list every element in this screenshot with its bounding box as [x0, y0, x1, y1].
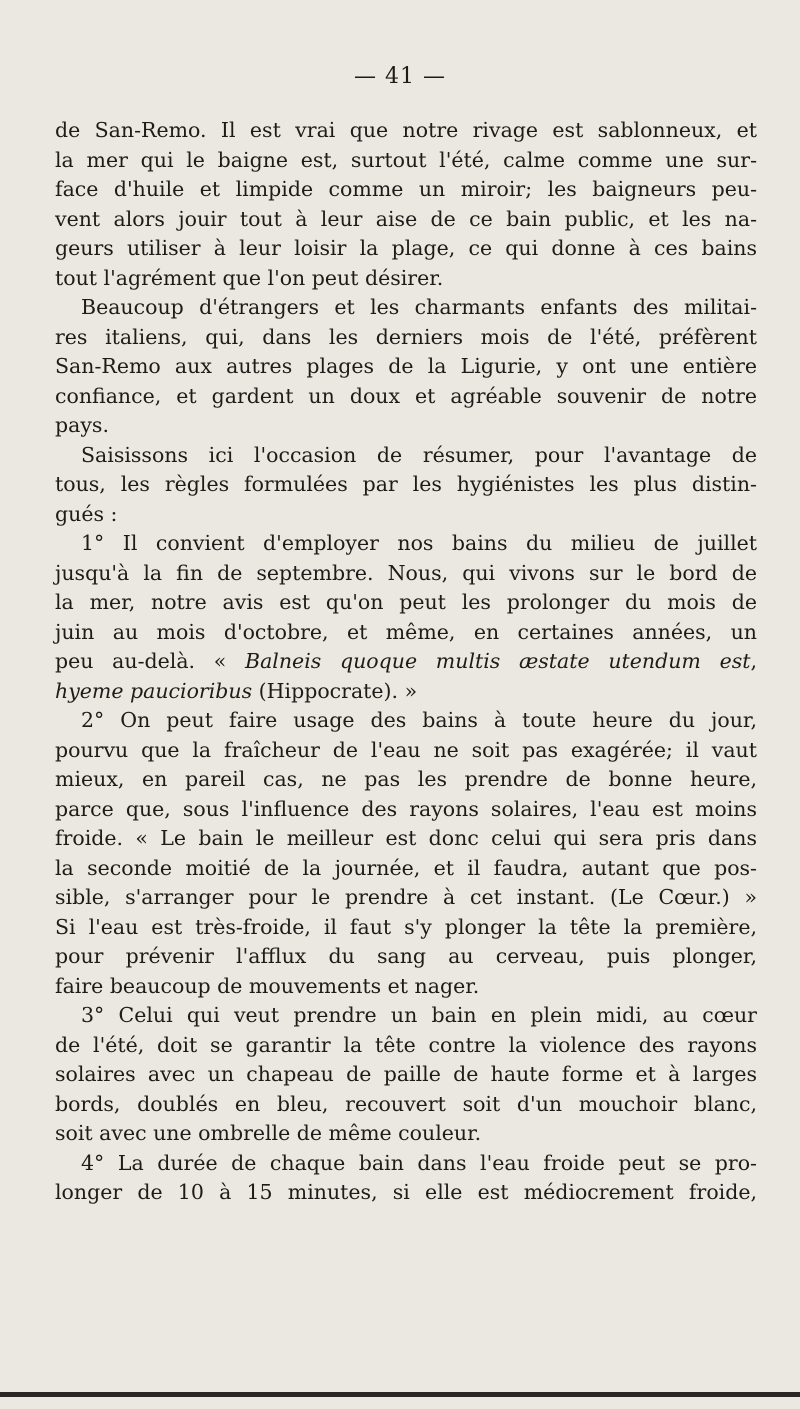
text-line: San-Remo aux autres plages de la Ligurie, y ont une entière: [55, 354, 757, 378]
text-line: la seconde moitié de la journée, et il faudra, autant que pos-: [55, 855, 757, 880]
text-line: gués :: [55, 501, 118, 526]
text-line: mieux, en pareil cas, ne pas les prendre de bonne heure,: [55, 767, 757, 791]
text-segment: peu au-delà. «: [55, 649, 246, 673]
text-line: pourvu que la fraîcheur de l'eau ne soit pas exagérée; il vaut: [55, 737, 757, 762]
text-line: 2° On peut faire usage des bains à toute heure du jour,: [81, 708, 757, 732]
text-line: vent alors jouir tout à leur aise de ce bain public, et les na-: [55, 206, 757, 231]
text-line: tous, les règles formulées par les hygiénistes les plus distin-: [55, 472, 757, 496]
text-line: faire beaucoup de mouvements et nager.: [55, 973, 480, 998]
text-line: bords, doublés en bleu, recouvert soit d'un mouchoir blanc,: [55, 1091, 757, 1116]
text-line: Saisissons ici l'occasion de résumer, pour l'avantage de: [81, 442, 757, 467]
text-line: jusqu'à la fin de septembre. Nous, qui vivons sur le bord de: [55, 560, 757, 585]
text-line: [55, 647, 757, 677]
text-line: [55, 677, 757, 707]
italic-quote: Balneis quoque multis æstate utendum est: [245, 649, 751, 673]
text-line: pays.: [55, 413, 109, 437]
text-line: la mer, notre avis est qu'on peut les prolonger du mois de: [55, 590, 757, 614]
page-number: — 41 —: [354, 64, 446, 89]
text-line: longer de 10 à 15 minutes, si elle est médiocrement froide,: [55, 1180, 757, 1204]
text-line: sible, s'arranger pour le prendre à cet instant. (Le Cœur.) »: [55, 885, 757, 909]
text-line: face d'huile et limpide comme un miroir; les baigneurs peu-: [55, 177, 757, 201]
italic-quote: hyeme paucioribus: [55, 678, 253, 703]
text-line: soit avec une ombrelle de même couleur.: [55, 1121, 482, 1145]
text-line: de l'été, doit se garantir la tête contre la violence des rayons: [55, 1032, 757, 1057]
text-line: froide. « Le bain le meilleur est donc celui qui sera pris dans: [55, 826, 757, 850]
bottom-edge-rule: [0, 1392, 800, 1397]
text-line: Si l'eau est très-froide, il faut s'y plonger la tête la première,: [55, 914, 757, 939]
text-line: confiance, et gardent un doux et agréable souvenir de notre: [55, 383, 757, 408]
text-line: 4° La durée de chaque bain dans l'eau froide peut se pro-: [81, 1150, 757, 1175]
text-line: 3° Celui qui veut prendre un bain en plein midi, au cœur: [81, 1003, 757, 1027]
text-segment: (Hippocrate). »: [252, 678, 418, 703]
text-line: Beaucoup d'étrangers et les charmants enfants des militai-: [81, 295, 757, 319]
text-line: res italiens, qui, dans les derniers mois de l'été, préfèrent: [55, 324, 757, 349]
text-line: de San-Remo. Il est vrai que notre rivage est sablonneux, et: [55, 118, 757, 142]
body-text: [55, 116, 757, 1208]
text-line: juin au mois d'octobre, et même, en certaines années, un: [55, 619, 757, 644]
text-line: solaires avec un chapeau de paille de haute forme et à larges: [55, 1062, 757, 1086]
text-line: 1° Il convient d'employer nos bains du milieu de juillet: [81, 531, 757, 555]
text-segment: ,: [750, 649, 757, 673]
text-line: la mer qui le baigne est, surtout l'été, calme comme une sur-: [55, 147, 757, 172]
text-line: geurs utiliser à leur loisir la plage, ce qui donne à ces bains: [55, 236, 757, 260]
text-line: tout l'agrément que l'on peut désirer.: [55, 265, 444, 290]
text-line: parce que, sous l'influence des rayons solaires, l'eau est moins: [55, 796, 757, 821]
text-line: pour prévenir l'afflux du sang au cerveau, puis plonger,: [55, 944, 757, 968]
